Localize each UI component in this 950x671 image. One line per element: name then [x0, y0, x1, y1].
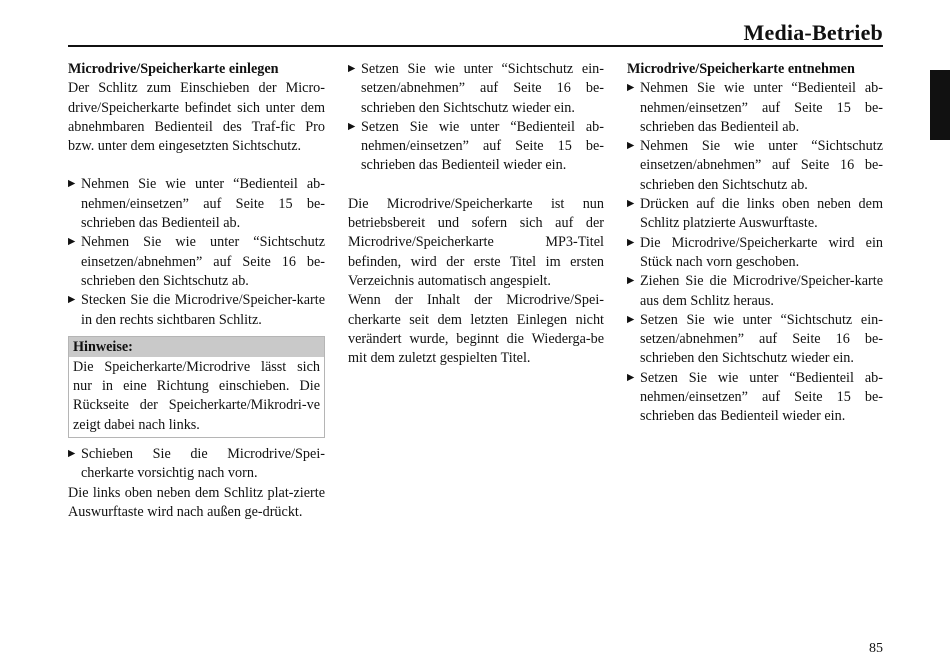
column-left: [68, 60, 325, 522]
header-rule: [68, 45, 883, 47]
column-middle: [348, 60, 604, 368]
list-item: ▶ Setzen Sie wie unter “Bedienteil ab-nehmen/einsetzen” auf Seite 15 be-schrieben das Bedienteil wieder ein.: [348, 118, 604, 174]
arrow-bullet-icon: ▶: [68, 237, 76, 248]
list-item: ▶ Ziehen Sie die Microdrive/Speicher-karte aus dem Schlitz heraus.: [627, 273, 883, 309]
arrow-bullet-icon: ▶: [627, 314, 635, 325]
outro-paragraph: Die links oben neben dem Schlitz plat-zierte Auswurftaste wird nach außen ge-drückt.: [68, 484, 325, 520]
list-item: ▶ Nehmen Sie wie unter “Sichtschutz einsetzen/abnehmen” auf Seite 16 be-schrieben den Sichtschutz ab.: [68, 234, 325, 289]
note-title: Hinweise:: [69, 337, 324, 357]
status-paragraph: Die Microdrive/Speicherkarte ist nun betriebsbereit und sofern sich auf der Microdrive/Speicherkarte MP3-Titel befinden, wird der erste Titel im ersten Verzeichnis automatisch angespielt.: [348, 195, 604, 289]
resume-paragraph: Wenn der Inhalt der Microdrive/Spei-cherkarte seit dem letzten Einlegen nicht verändert wurde, beginnt die Wiederga-be mit dem zuletzt gespielten Titel.: [348, 292, 604, 367]
list-item: ▶ Nehmen Sie wie unter “Bedienteil ab-nehmen/einsetzen” auf Seite 15 be-schrieben das Bedienteil ab.: [627, 80, 883, 135]
list-item: ▶ Setzen Sie wie unter “Sichtschutz ein-setzen/abnehmen” auf Seite 16 be-schrieben den Sichtschutz wieder ein.: [627, 311, 883, 367]
list-item: ▶ Drücken auf die links oben neben dem Schlitz platzierte Auswurftaste.: [627, 196, 883, 232]
section-heading-remove: Microdrive/Speicherkarte entnehmen: [627, 61, 855, 77]
section-heading-insert: Microdrive/Speicherkarte einlegen: [68, 61, 279, 77]
arrow-bullet-icon: ▶: [627, 83, 635, 94]
list-item: ▶ Nehmen Sie wie unter “Sichtschutz einsetzen/abnehmen” auf Seite 16 be-schrieben den Sichtschutz ab.: [627, 138, 883, 193]
page-title: Media-Betrieb: [743, 20, 883, 45]
list-item: ▶ Setzen Sie wie unter “Bedienteil ab-nehmen/einsetzen” auf Seite 15 be-schrieben das Bedienteil wieder ein.: [627, 369, 883, 425]
intro-paragraph: Der Schlitz zum Einschieben der Micro-drive/Speicherkarte befindet sich unter dem abnehmbaren Bedienteil des Traf-fic Pro bzw. unter dem eingesetzten Sichtschutz.: [68, 80, 325, 155]
arrow-bullet-icon: ▶: [627, 199, 635, 210]
page-number: 85: [869, 641, 883, 656]
note-text: Die Speicherkarte/Microdrive lässt sich nur in eine Richtung einschieben. Die Rückseite der Speicherkarte/Mikrodri-ve zeigt dabei nach links.: [73, 358, 320, 433]
section-tab-marker: [930, 70, 950, 140]
list-item: ▶ Die Microdrive/Speicherkarte wird ein Stück nach vorn geschoben.: [627, 234, 883, 270]
arrow-bullet-icon: ▶: [68, 295, 76, 306]
list-item: ▶ Stecken Sie die Microdrive/Speicher-karte in den rechts sichtbaren Schlitz.: [68, 292, 325, 328]
arrow-bullet-icon: ▶: [627, 141, 635, 152]
list-item: ▶ Setzen Sie wie unter “Sichtschutz ein-setzen/abnehmen” auf Seite 16 be-schrieben den Sichtschutz wieder ein.: [348, 61, 604, 116]
arrow-bullet-icon: ▶: [348, 64, 356, 74]
arrow-bullet-icon: ▶: [627, 276, 635, 287]
note-box: [68, 336, 325, 438]
list-item: ▶ Schieben Sie die Microdrive/Spei-cherkarte vorsichtig nach vorn.: [68, 446, 325, 482]
list-item: ▶ Nehmen Sie wie unter “Bedienteil ab-nehmen/einsetzen” auf Seite 15 be-schrieben das Bedienteil ab.: [68, 176, 325, 232]
arrow-bullet-icon: ▶: [627, 372, 635, 383]
column-right: [627, 60, 883, 427]
arrow-bullet-icon: ▶: [627, 237, 635, 248]
arrow-bullet-icon: ▶: [68, 449, 76, 460]
arrow-bullet-icon: ▶: [348, 121, 356, 132]
arrow-bullet-icon: ▶: [68, 179, 76, 190]
